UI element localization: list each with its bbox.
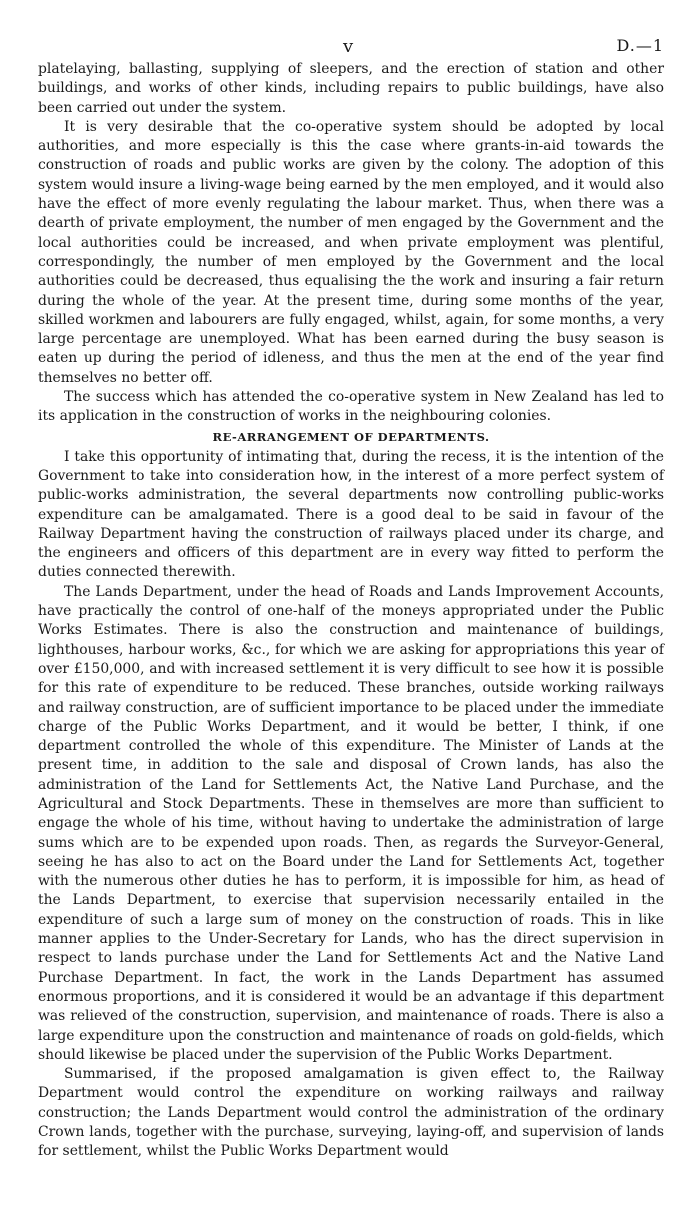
document-page — [38, 30, 664, 1162]
paragraph: platelaying, ballasting, supplying of sleepers, and the erection of station and other buildings, and works of other kinds, including repairs to public buildings, have also been carried out under the system. — [38, 61, 664, 116]
section-heading: RE-ARRANGEMENT OF DEPARTMENTS. — [212, 429, 490, 444]
page-header — [38, 30, 664, 60]
paragraph: The success which has attended the co-operative system in New Zealand has led to its application in the construction of works in the neighbouring colonies. — [38, 389, 664, 425]
page-folio: v — [343, 36, 355, 57]
paragraph: Summarised, if the proposed amalgamation is given effect to, the Railway Department would control the expenditure on working railways and railway construction; the Lands Department would control the administration of the ordinary Crown lands, together with the purchase, surveying, laying-off, and supervision of lands for settlement, whilst the Public Works Department would — [38, 1066, 664, 1160]
paragraph: The Lands Department, under the head of Roads and Lands Improvement Accounts, have practically the control of one-half of the moneys appropriated under the Public Works Estimates. There is also the construction and maintenance of buildings, lighthouses, harbour works, &c., for which we are asking for appropriations this year of over £150,000, and with increased settlement it is very difficult to see how it is possible for this rate of expenditure to be reduced. These branches, outside working railways and railway construction, are of sufficient importance to be placed under the immediate charge of the Public Works Department, and it would be better, I think, if one department controlled the whole of this expenditure. The Minister of Lands at the present time, in addition to the sale and disposal of Crown lands, has also the administration of the Land for Settlements Act, the Native Land Purchase, and the Agricultural and Stock Departments. These in themselves are more than sufficient to engage the whole of his time, without having to undertake the administration of large sums which are to be expended upon roads. Then, as regards the Surveyor-General, seeing he has also to act on the Board under the Land for Settlements Act, together with the numerous other duties he has to perform, it is impossible for him, as head of the Lands Department, to exercise that supervision necessarily entailed in the expenditure of such a large sum of money on the construction of roads. This in like manner applies to the Under-Secretary for Lands, who has the direct supervision in respect to lands purchase under the Land for Settlements Act and the Native Land Purchase Department. In fact, the work in the Lands Department has assumed enormous proportions, and it is considered it would be an advantage if this department was relieved of the construction, supervision, and maintenance of roads. There is also a large expenditure upon the construction and maintenance of roads on gold-fields, which should likewise be placed under the supervision of the Public Works Department. — [38, 583, 664, 1063]
document-reference: D.—1 — [616, 36, 664, 55]
paragraph: It is very desirable that the co-operative system should be adopted by local authorities, and more especially is this the case where grants-in-aid towards the construction of roads and public works are given by the colony. The adoption of this system would insure a living-wage being earned by the men employed, and it would also have the effect of more evenly regulating the labour market. Thus, when there was a dearth of private employment, the number of men engaged by the Government and the local authorities could be increased, and when private employment was plentiful, correspondingly, the number of men employed by the Government and the local authorities could be decreased, thus equalising the the work and insuring a fair return during the whole of the year. At the present time, during some months of the year, skilled workmen and labourers are fully engaged, whilst, again, for some months, a very large percentage are unemployed. What has been earned during the busy season is eaten up during the period of idleness, and thus the men at the end of the year find themselves no better off. — [38, 118, 664, 386]
body-text — [38, 60, 664, 1162]
paragraph: I take this opportunity of intimating that, during the recess, it is the intention of the Government to take into consideration how, in the interest of a more perfect system of public-works administration, the several departments now controlling public-works expenditure can be amalgamated. There is a good deal to be said in favour of the Railway Department having the construction of railways placed under its charge, and the engineers and officers of this department are in every way fitted to perform the duties connected therewith. — [38, 448, 664, 581]
